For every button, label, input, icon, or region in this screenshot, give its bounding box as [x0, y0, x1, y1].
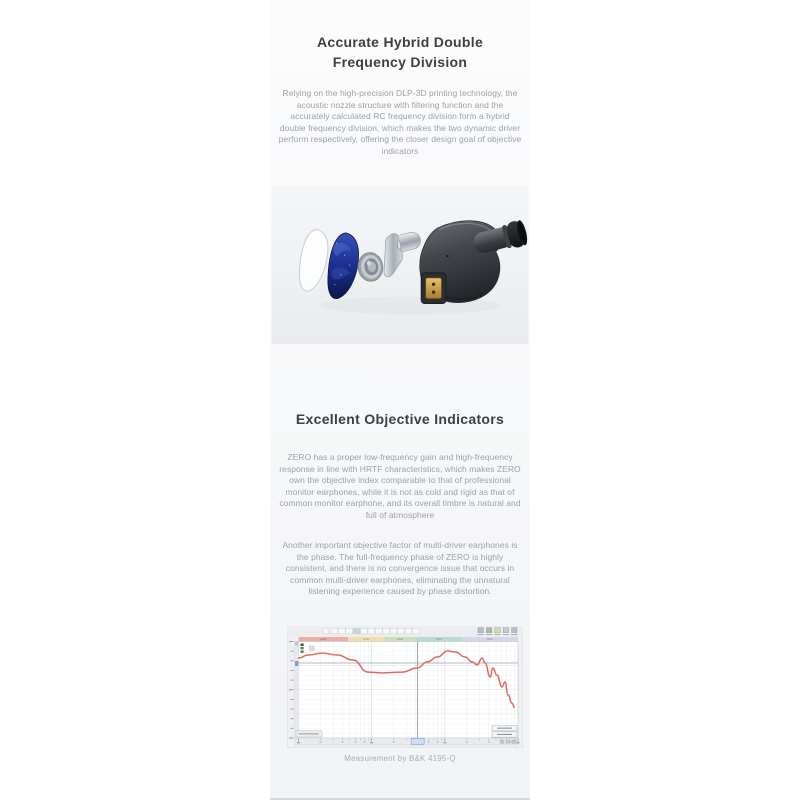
section1-body: Relying on the high-precision DLP-3D printing technology, the acoustic nozzle structure with filtering function and the accurately calculated RC frequency division form a hybrid double frequency division, which makes the two dynamic driver perform respectively, offering the closer design goal of objective indicators: [278, 88, 522, 156]
two-pin-connector: [421, 273, 446, 304]
vent-hole: [446, 255, 448, 257]
fr-chart-container: [287, 626, 523, 748]
section2-title: [270, 410, 530, 430]
measurement-caption: Measurement by B&K 4195-Q: [344, 754, 456, 763]
chart-band-strip: [299, 637, 519, 642]
section1-title-line1: Accurate Hybrid Double: [316, 34, 484, 50]
slider-thumb-cursor: [295, 661, 299, 666]
section1-title-line2: Frequency Division: [332, 53, 468, 70]
content-column: [270, 0, 530, 800]
section2-title-text: Excellent Objective Indicators: [295, 411, 505, 427]
section1-title: [270, 33, 530, 72]
plot-left-slider: [295, 642, 299, 739]
chart-x-axis: [295, 738, 520, 745]
frequency-response-chart: [287, 626, 523, 748]
earphone-exploded-image: [270, 186, 530, 344]
curve-compare-button: [296, 731, 322, 737]
chart-toolbar: [287, 626, 523, 637]
slider-thumb-top: [295, 642, 299, 646]
section2-body2: Another important objective factor of multi-driver earphones is the phase. The full-frequency phase of ZERO is highly consistent, and there is no convergence issue that occurs in common multi-driver earphones, eliminating the unnatural listening experience caused by phase distortion.: [282, 540, 518, 597]
chart-grid: [299, 642, 519, 739]
x-axis-cursor-cell: [411, 739, 424, 745]
section2-body1: ZERO has a proper low-frequency gain and high-frequency response in line with HRTF characteristics, which makes ZERO own the objective index comparable to that of professional monitor earphones, while it is not as cold and rigid as that of common monitor earphone, and its overall timbre is natural and full of atmosphere: [279, 452, 521, 520]
